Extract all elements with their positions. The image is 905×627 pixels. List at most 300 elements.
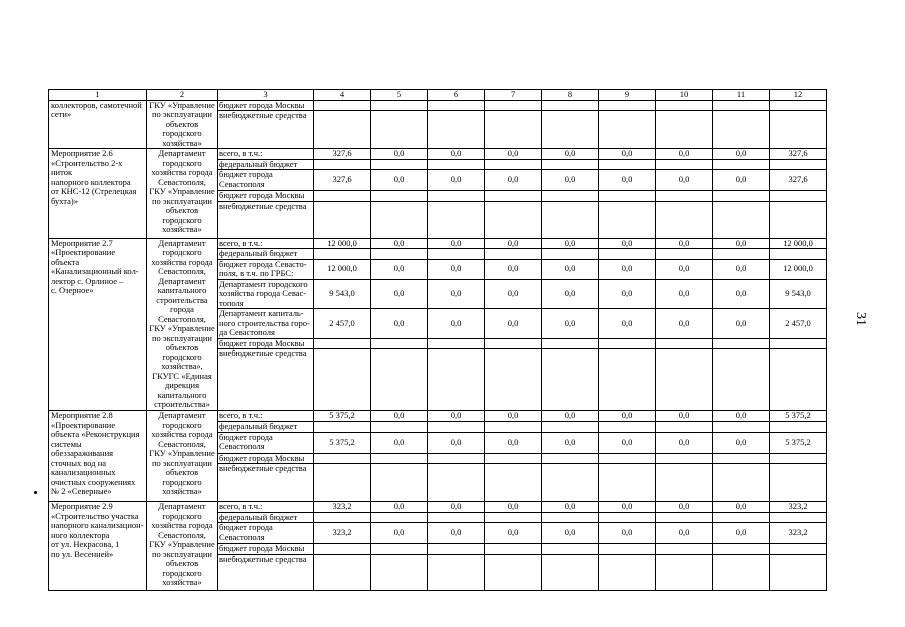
- text-line: городского: [162, 510, 202, 521]
- text-line: хозяйства»: [162, 577, 202, 587]
- text-line: объектов: [165, 342, 199, 352]
- text-line: Севастополя,: [158, 438, 206, 449]
- value-cell: 0,0: [485, 238, 542, 249]
- header-cell: 3: [218, 90, 314, 101]
- value-cell: 0,0: [599, 259, 656, 279]
- table-row: [49, 149, 827, 160]
- text-line: Департамент: [158, 410, 206, 420]
- value-cell: 0,0: [599, 432, 656, 453]
- value-cell: [428, 554, 485, 590]
- executor-cell: [147, 411, 218, 502]
- text-line: Мероприятие 2.9: [51, 501, 113, 511]
- text-line: системы: [51, 438, 82, 449]
- value-cell: [542, 338, 599, 349]
- value-cell: 0,0: [371, 523, 428, 544]
- value-cell: 0,0: [485, 502, 542, 513]
- value-cell: [314, 554, 371, 590]
- value-cell: 9 543,0: [314, 279, 371, 309]
- funding-source-cell: [218, 453, 314, 464]
- text-line: Департамент городского: [219, 279, 308, 289]
- header-cell: 4: [314, 90, 371, 101]
- text-line: строительства: [156, 294, 208, 305]
- value-cell: [371, 191, 428, 202]
- value-cell: [599, 453, 656, 464]
- value-cell: 0,0: [428, 523, 485, 544]
- text-line: «Строительство участка: [51, 510, 139, 521]
- value-cell: 0,0: [713, 309, 770, 339]
- text-line: Севастополя,: [158, 176, 206, 187]
- value-cell: [485, 159, 542, 170]
- funding-source-cell: [218, 544, 314, 555]
- value-cell: [713, 191, 770, 202]
- value-cell: [656, 544, 713, 555]
- value-cell: 0,0: [599, 279, 656, 309]
- value-cell: 5 375,2: [314, 411, 371, 422]
- value-cell: 0,0: [713, 502, 770, 513]
- text-line: объектов: [165, 467, 199, 477]
- value-cell: 0,0: [485, 170, 542, 191]
- text-line: Департамент: [158, 275, 206, 286]
- value-cell: [770, 338, 827, 349]
- value-cell: 2 457,0: [314, 309, 371, 339]
- text-line: по эксплуатации: [152, 195, 212, 206]
- value-cell: [599, 544, 656, 555]
- text-line: сети»: [51, 109, 72, 119]
- text-line: ГКУГС «Единая: [152, 370, 212, 381]
- value-cell: 5 375,2: [314, 432, 371, 453]
- text-line: ГКУ «Управление: [149, 448, 215, 458]
- value-cell: [713, 111, 770, 149]
- value-cell: [713, 201, 770, 238]
- funding-source-cell: [218, 554, 314, 590]
- text-line: напорного канализацион-: [51, 520, 144, 530]
- value-cell: 323,2: [770, 523, 827, 544]
- text-line: лектор с. Орлиное –: [51, 275, 124, 286]
- value-cell: [542, 159, 599, 170]
- value-cell: 0,0: [599, 170, 656, 191]
- text-line: внебюджетные средства: [219, 463, 307, 473]
- text-line: по эксплуатации: [152, 548, 212, 559]
- value-cell: [599, 421, 656, 432]
- value-cell: [485, 338, 542, 349]
- value-cell: 0,0: [485, 432, 542, 453]
- funding-source-cell: [218, 100, 314, 111]
- value-cell: 5 375,2: [770, 411, 827, 422]
- value-cell: 0,0: [599, 523, 656, 544]
- value-cell: 12 000,0: [314, 238, 371, 249]
- header-cell: 11: [713, 90, 770, 101]
- text-line: хозяйства города Севас-: [219, 288, 307, 298]
- value-cell: [656, 512, 713, 523]
- value-cell: [770, 159, 827, 170]
- value-cell: 0,0: [428, 238, 485, 249]
- text-line: сточных вод на: [51, 457, 107, 468]
- value-cell: 0,0: [542, 259, 599, 279]
- value-cell: 0,0: [371, 279, 428, 309]
- text-line: с. Озерное»: [51, 285, 94, 295]
- funding-source-cell: [218, 512, 314, 523]
- text-line: Севастополя,: [158, 313, 206, 324]
- value-cell: [485, 453, 542, 464]
- value-cell: 323,2: [314, 502, 371, 513]
- value-cell: [542, 421, 599, 432]
- value-cell: [428, 111, 485, 149]
- value-cell: [371, 159, 428, 170]
- value-cell: 12 000,0: [314, 259, 371, 279]
- value-cell: [656, 338, 713, 349]
- text-line: Севастополя,: [158, 529, 206, 540]
- value-cell: 0,0: [656, 411, 713, 422]
- value-cell: [770, 421, 827, 432]
- value-cell: 0,0: [428, 170, 485, 191]
- funding-source-cell: [218, 201, 314, 238]
- funding-source-cell: [218, 249, 314, 260]
- text-line: бюджет города: [219, 169, 273, 179]
- text-line: объекта «Реконструкция: [51, 429, 140, 439]
- value-cell: 0,0: [713, 170, 770, 191]
- value-cell: [428, 349, 485, 411]
- value-cell: 0,0: [428, 149, 485, 160]
- text-line: Севастополя,: [158, 266, 206, 276]
- text-line: тополя: [219, 297, 244, 308]
- text-line: бюджет города Севасто-: [219, 259, 307, 269]
- value-cell: [314, 159, 371, 170]
- value-cell: 0,0: [542, 149, 599, 160]
- value-cell: 0,0: [542, 432, 599, 453]
- value-cell: [542, 453, 599, 464]
- value-cell: [542, 111, 599, 149]
- value-cell: [428, 100, 485, 111]
- value-cell: 0,0: [542, 411, 599, 422]
- funding-source-cell: [218, 338, 314, 349]
- value-cell: [314, 100, 371, 111]
- value-cell: [314, 191, 371, 202]
- value-cell: [713, 512, 770, 523]
- text-line: бухта)»: [51, 195, 78, 206]
- text-line: по эксплуатации: [152, 332, 212, 343]
- text-line: канализационных: [51, 467, 116, 477]
- text-line: напорного коллектора: [51, 176, 131, 187]
- text-line: хозяйства города: [151, 167, 213, 177]
- text-line: по ул. Весенней»: [51, 548, 114, 559]
- value-cell: [371, 349, 428, 411]
- funding-source-cell: [218, 523, 314, 544]
- text-line: городского: [162, 157, 202, 168]
- value-cell: [656, 191, 713, 202]
- table-row: [49, 502, 827, 513]
- table-row: [49, 411, 827, 422]
- text-line: внебюджетные средства: [219, 348, 307, 358]
- value-cell: 0,0: [485, 523, 542, 544]
- value-cell: 0,0: [485, 279, 542, 309]
- value-cell: [770, 201, 827, 238]
- value-cell: [599, 512, 656, 523]
- value-cell: [371, 100, 428, 111]
- value-cell: [770, 349, 827, 411]
- value-cell: [428, 201, 485, 238]
- text-line: Севастополя: [219, 441, 265, 451]
- funding-source-cell: [218, 349, 314, 411]
- page-number: 31: [853, 312, 868, 326]
- text-line: городского: [162, 214, 202, 225]
- value-cell: [770, 100, 827, 111]
- value-cell: 0,0: [485, 309, 542, 339]
- executor-cell: [147, 502, 218, 591]
- value-cell: [371, 544, 428, 555]
- text-line: поля, в т.ч. по ГРБС:: [219, 268, 294, 278]
- value-cell: [656, 159, 713, 170]
- text-line: капитального: [157, 285, 207, 295]
- text-line: капитального: [157, 389, 207, 400]
- value-cell: [485, 111, 542, 149]
- value-cell: [371, 421, 428, 432]
- value-cell: 0,0: [656, 432, 713, 453]
- value-cell: [770, 512, 827, 523]
- funding-source-cell: [218, 238, 314, 249]
- value-cell: 0,0: [542, 279, 599, 309]
- text-line: бюджет города Москвы: [219, 453, 305, 463]
- value-cell: 327,6: [314, 170, 371, 191]
- funding-source-cell: [218, 111, 314, 149]
- value-cell: [428, 512, 485, 523]
- value-cell: 0,0: [713, 432, 770, 453]
- value-cell: [314, 453, 371, 464]
- text-line: бюджет города: [219, 522, 273, 532]
- text-line: ГКУ «Управление: [149, 539, 215, 549]
- header-row: [49, 90, 827, 101]
- value-cell: [713, 554, 770, 590]
- value-cell: [599, 338, 656, 349]
- text-line: бюджет города Москвы: [219, 100, 305, 110]
- value-cell: [713, 421, 770, 432]
- value-cell: 0,0: [485, 259, 542, 279]
- funding-source-cell: [218, 170, 314, 191]
- text-line: обеззараживания: [51, 448, 114, 458]
- text-line: ного коллектора: [51, 529, 110, 540]
- text-line: Департамент: [158, 501, 206, 511]
- value-cell: 0,0: [656, 523, 713, 544]
- text-line: федеральный бюджет: [219, 159, 298, 169]
- funding-source-cell: [218, 411, 314, 422]
- header-cell: 2: [147, 90, 218, 101]
- value-cell: [713, 464, 770, 502]
- text-line: № 2 «Северные»: [51, 486, 112, 496]
- header-cell: 9: [599, 90, 656, 101]
- value-cell: [713, 338, 770, 349]
- funding-source-cell: [218, 432, 314, 453]
- text-line: хозяйства»: [162, 224, 202, 234]
- value-cell: [314, 421, 371, 432]
- value-cell: [599, 191, 656, 202]
- funding-source-cell: [218, 259, 314, 279]
- value-cell: [428, 338, 485, 349]
- value-cell: [428, 464, 485, 502]
- funding-source-cell: [218, 421, 314, 432]
- value-cell: [428, 249, 485, 260]
- value-cell: [428, 159, 485, 170]
- value-cell: [428, 453, 485, 464]
- text-line: всего, в т.ч.:: [219, 238, 263, 248]
- value-cell: [371, 249, 428, 260]
- text-line: всего, в т.ч.:: [219, 501, 263, 511]
- value-cell: [599, 111, 656, 149]
- value-cell: 0,0: [656, 259, 713, 279]
- text-line: городского: [162, 128, 202, 138]
- header-cell: 12: [770, 90, 827, 101]
- value-cell: 0,0: [542, 238, 599, 249]
- text-line: бюджет города Москвы: [219, 190, 305, 200]
- value-cell: 323,2: [770, 502, 827, 513]
- value-cell: [770, 554, 827, 590]
- value-cell: [314, 544, 371, 555]
- value-cell: [314, 111, 371, 149]
- funding-source-cell: [218, 464, 314, 502]
- table-row: [49, 238, 827, 249]
- value-cell: 0,0: [542, 170, 599, 191]
- value-cell: [485, 249, 542, 260]
- value-cell: [371, 453, 428, 464]
- value-cell: [542, 191, 599, 202]
- value-cell: [314, 464, 371, 502]
- value-cell: 0,0: [713, 523, 770, 544]
- text-line: федеральный бюджет: [219, 512, 298, 522]
- value-cell: [599, 349, 656, 411]
- measure-name-cell: [49, 149, 147, 239]
- value-cell: 327,6: [314, 149, 371, 160]
- value-cell: 0,0: [599, 309, 656, 339]
- value-cell: [314, 512, 371, 523]
- value-cell: [713, 544, 770, 555]
- text-line: хозяйства города: [151, 256, 213, 267]
- text-line: бюджет города: [219, 432, 273, 442]
- text-line: ГКУ «Управление: [149, 323, 215, 333]
- value-cell: [770, 464, 827, 502]
- value-cell: 12 000,0: [770, 238, 827, 249]
- executor-cell: [147, 100, 218, 149]
- value-cell: [770, 111, 827, 149]
- table-row: [49, 100, 827, 111]
- value-cell: 0,0: [713, 149, 770, 160]
- value-cell: [485, 554, 542, 590]
- text-line: «Строительство 2-х ниток: [51, 157, 123, 177]
- measure-name-cell: [49, 238, 147, 411]
- text-line: «Проектирование: [51, 419, 116, 430]
- value-cell: 0,0: [485, 149, 542, 160]
- value-cell: 0,0: [371, 502, 428, 513]
- value-cell: [656, 453, 713, 464]
- text-line: всего, в т.ч.:: [219, 410, 263, 420]
- value-cell: [542, 512, 599, 523]
- value-cell: 323,2: [314, 523, 371, 544]
- value-cell: 2 457,0: [770, 309, 827, 339]
- value-cell: [770, 453, 827, 464]
- text-line: от КНС-12 (Стрелецкая: [51, 186, 137, 196]
- value-cell: [428, 191, 485, 202]
- value-cell: [656, 554, 713, 590]
- text-line: объектов: [165, 118, 199, 129]
- value-cell: [371, 464, 428, 502]
- value-cell: [713, 453, 770, 464]
- funding-table: [48, 89, 827, 591]
- text-line: Мероприятие 2.7: [51, 238, 113, 248]
- value-cell: [485, 421, 542, 432]
- text-line: ГКУ «Управление: [149, 100, 215, 110]
- value-cell: 0,0: [485, 411, 542, 422]
- value-cell: 0,0: [428, 432, 485, 453]
- value-cell: [542, 464, 599, 502]
- text-line: хозяйства»: [162, 137, 202, 148]
- executor-cell: [147, 149, 218, 239]
- value-cell: 0,0: [542, 523, 599, 544]
- text-line: дирекция: [164, 380, 200, 390]
- value-cell: 0,0: [428, 309, 485, 339]
- value-cell: 0,0: [428, 279, 485, 309]
- value-cell: [713, 349, 770, 411]
- value-cell: [656, 349, 713, 411]
- value-cell: 0,0: [599, 411, 656, 422]
- value-cell: 0,0: [371, 259, 428, 279]
- text-line: городского: [162, 351, 202, 362]
- value-cell: 0,0: [371, 149, 428, 160]
- value-cell: 327,6: [770, 149, 827, 160]
- value-cell: [314, 249, 371, 260]
- value-cell: [314, 338, 371, 349]
- value-cell: [542, 544, 599, 555]
- text-line: Департамент капиталь-: [219, 308, 304, 318]
- value-cell: [485, 544, 542, 555]
- text-line: ного строительства горо-: [219, 317, 310, 328]
- value-cell: 12 000,0: [770, 259, 827, 279]
- value-cell: [599, 100, 656, 111]
- text-line: федеральный бюджет: [219, 248, 298, 258]
- funding-source-cell: [218, 159, 314, 170]
- value-cell: 0,0: [656, 149, 713, 160]
- text-line: бюджет города Москвы: [219, 338, 305, 348]
- text-line: внебюджетные средства: [219, 201, 307, 211]
- value-cell: 0,0: [428, 502, 485, 513]
- value-cell: [485, 464, 542, 502]
- value-cell: 0,0: [713, 279, 770, 309]
- value-cell: 5 375,2: [770, 432, 827, 453]
- stray-mark: [34, 491, 37, 494]
- value-cell: [656, 201, 713, 238]
- value-cell: 0,0: [713, 259, 770, 279]
- measure-name-cell: [49, 502, 147, 591]
- value-cell: [770, 544, 827, 555]
- text-line: от ул. Некрасова, 1: [51, 539, 120, 549]
- text-line: «Канализационный кол-: [51, 266, 139, 276]
- value-cell: [485, 512, 542, 523]
- value-cell: [371, 512, 428, 523]
- value-cell: 0,0: [656, 238, 713, 249]
- value-cell: [599, 159, 656, 170]
- header-cell: 10: [656, 90, 713, 101]
- measure-name-cell: [49, 411, 147, 502]
- funding-source-cell: [218, 309, 314, 339]
- text-line: внебюджетные средства: [219, 554, 307, 564]
- value-cell: [599, 249, 656, 260]
- value-cell: 9 543,0: [770, 279, 827, 309]
- text-line: хозяйства»,: [161, 361, 203, 371]
- text-line: городского: [162, 476, 202, 487]
- value-cell: [656, 464, 713, 502]
- text-line: городского: [162, 419, 202, 430]
- value-cell: [314, 201, 371, 238]
- value-cell: [713, 159, 770, 170]
- text-line: по эксплуатации: [152, 109, 212, 119]
- value-cell: 0,0: [542, 309, 599, 339]
- funding-source-cell: [218, 149, 314, 160]
